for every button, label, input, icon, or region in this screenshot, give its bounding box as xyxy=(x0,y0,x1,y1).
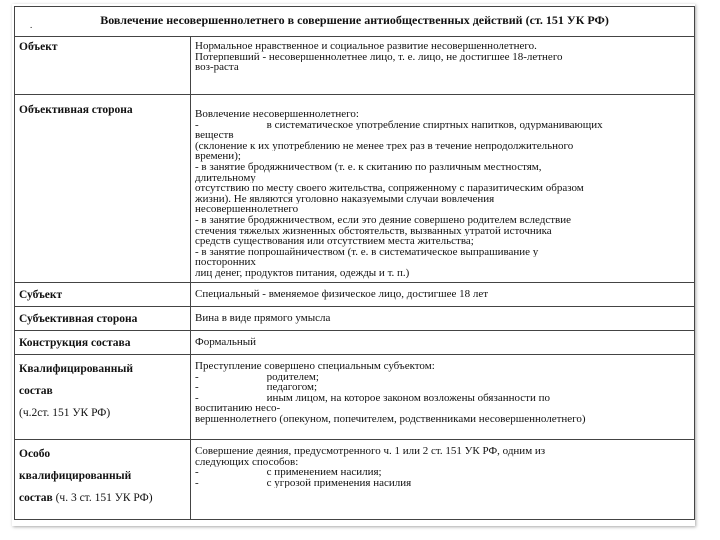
qualified-line-text: родителем; xyxy=(266,371,319,383)
objective-line: - в систематическое употребление спиртных напитков, одурманивающих xyxy=(195,119,603,131)
qualified-value xyxy=(191,355,695,440)
subjective-value: Вина в виде прямого умысла xyxy=(191,307,695,331)
crime-composition-table xyxy=(14,6,695,520)
objective-line: (склонение к их употреблению не менее трех раз в течение непродолжительного xyxy=(195,140,574,152)
especially-line: - с применением насилия; xyxy=(195,467,382,478)
objective-line: - в занятие бродяжничеством, если это деяние совершено родителем вследствие xyxy=(195,214,571,226)
especially-label-line xyxy=(19,487,186,509)
especially-line: Совершение деяния, предусмотренного ч. 1 или 2 ст. 151 УК РФ, одним из xyxy=(195,446,546,457)
row-subjective-side xyxy=(15,307,695,331)
object-value xyxy=(191,37,695,95)
row-qualified xyxy=(15,355,695,440)
row-objective-side xyxy=(15,95,695,283)
object-label: Объект xyxy=(15,37,191,95)
objective-line: несовершеннолетнего xyxy=(195,204,299,215)
qualified-line: Преступление совершено специальным субъектом: xyxy=(195,361,435,372)
objective-line: лиц денег, продуктов питания, одежды и т. п.) xyxy=(195,267,410,279)
table-title: Вовлечение несовершеннолетнего в совершение антиобщественных действий (ст. 151 УК РФ) xyxy=(15,7,695,37)
objective-line: посторонних xyxy=(195,257,256,268)
objective-line: времени); xyxy=(195,151,241,162)
subject-value: Специальный - вменяемое физическое лицо, достигшее 18 лет xyxy=(191,283,695,307)
object-line: воз-раста xyxy=(195,62,239,73)
qualified-label-article: (ч.2ст. 151 УК РФ) xyxy=(19,407,111,419)
objective-line: отсутствию по месту своего жительства, сопряженному с паразитическим образом xyxy=(195,183,584,194)
especially-value xyxy=(191,440,695,520)
especially-label-line: квалифицированный xyxy=(19,470,132,482)
objective-label: Объективная сторона xyxy=(15,95,191,283)
subjective-label: Субъективная сторона xyxy=(15,307,191,331)
objective-line: - в занятие бродяжничеством (т. е. к скитанию по различным местностям, xyxy=(195,161,542,173)
objective-line-text: в систематическое употребление спиртных напитков, одурманивающих xyxy=(266,119,603,131)
objective-line: - в занятие попрошайничеством (т. е. в систематическое выпрашивание у xyxy=(195,246,539,258)
objective-line: средств существования или отсутствием места жительства; xyxy=(195,236,474,247)
qualified-line: - педагогом; xyxy=(195,382,318,393)
qualified-line: воспитанию несо- xyxy=(195,403,281,414)
qualified-label xyxy=(15,355,191,440)
especially-label-word: состав xyxy=(19,492,53,504)
row-object xyxy=(15,37,695,95)
especially-line: - с угрозой применения насилия xyxy=(195,477,412,489)
especially-label-line: Особо xyxy=(19,448,51,460)
qualified-line: вершеннолетнего (опекуном, попечителем, родственниками несовершеннолетнего) xyxy=(195,413,586,425)
title-marker: . xyxy=(30,20,33,30)
especially-label-article: (ч. 3 ст. 151 УК РФ) xyxy=(55,492,153,504)
objective-line: Вовлечение несовершеннолетнего: xyxy=(195,109,359,120)
objective-line: длительному xyxy=(195,172,256,184)
title-row xyxy=(15,7,695,37)
objective-line: жизни). Не являются уголовно наказуемыми случаи вовлечения xyxy=(195,193,495,205)
objective-line: стечения тяжелых жизненных обстоятельств, вызванных утратой источника xyxy=(195,225,552,237)
especially-line-text: с угрозой применения насилия xyxy=(266,477,412,489)
row-subject xyxy=(15,283,695,307)
construction-value: Формальный xyxy=(191,331,695,355)
especially-line-text: с применением насилия; xyxy=(266,467,382,478)
qualified-line-text: иным лицом, на которое законом возложены обязанности по xyxy=(266,392,550,404)
qualified-label-line: Квалифицированный xyxy=(19,363,133,375)
construction-label: Конструкция состава xyxy=(15,331,191,355)
qualified-line: - родителем; xyxy=(195,371,319,383)
qualified-label-line: состав xyxy=(19,385,53,397)
subject-label: Субъект xyxy=(15,283,191,307)
row-especially-qualified xyxy=(15,440,695,520)
especially-line: следующих способов: xyxy=(195,456,299,468)
row-construction xyxy=(15,331,695,355)
qualified-line: - иным лицом, на которое законом возложены обязанности по xyxy=(195,392,550,404)
object-line: Потерпевший - несовершеннолетнее лицо, т. е. лицо, не достигшее 18-летнего xyxy=(195,51,563,63)
object-line: Нормальное нравственное и социальное развитие несовершеннолетнего. xyxy=(195,41,537,52)
objective-value xyxy=(191,95,695,283)
especially-label xyxy=(15,440,191,520)
objective-line: веществ xyxy=(195,130,234,141)
qualified-line-text: педагогом; xyxy=(266,382,318,393)
